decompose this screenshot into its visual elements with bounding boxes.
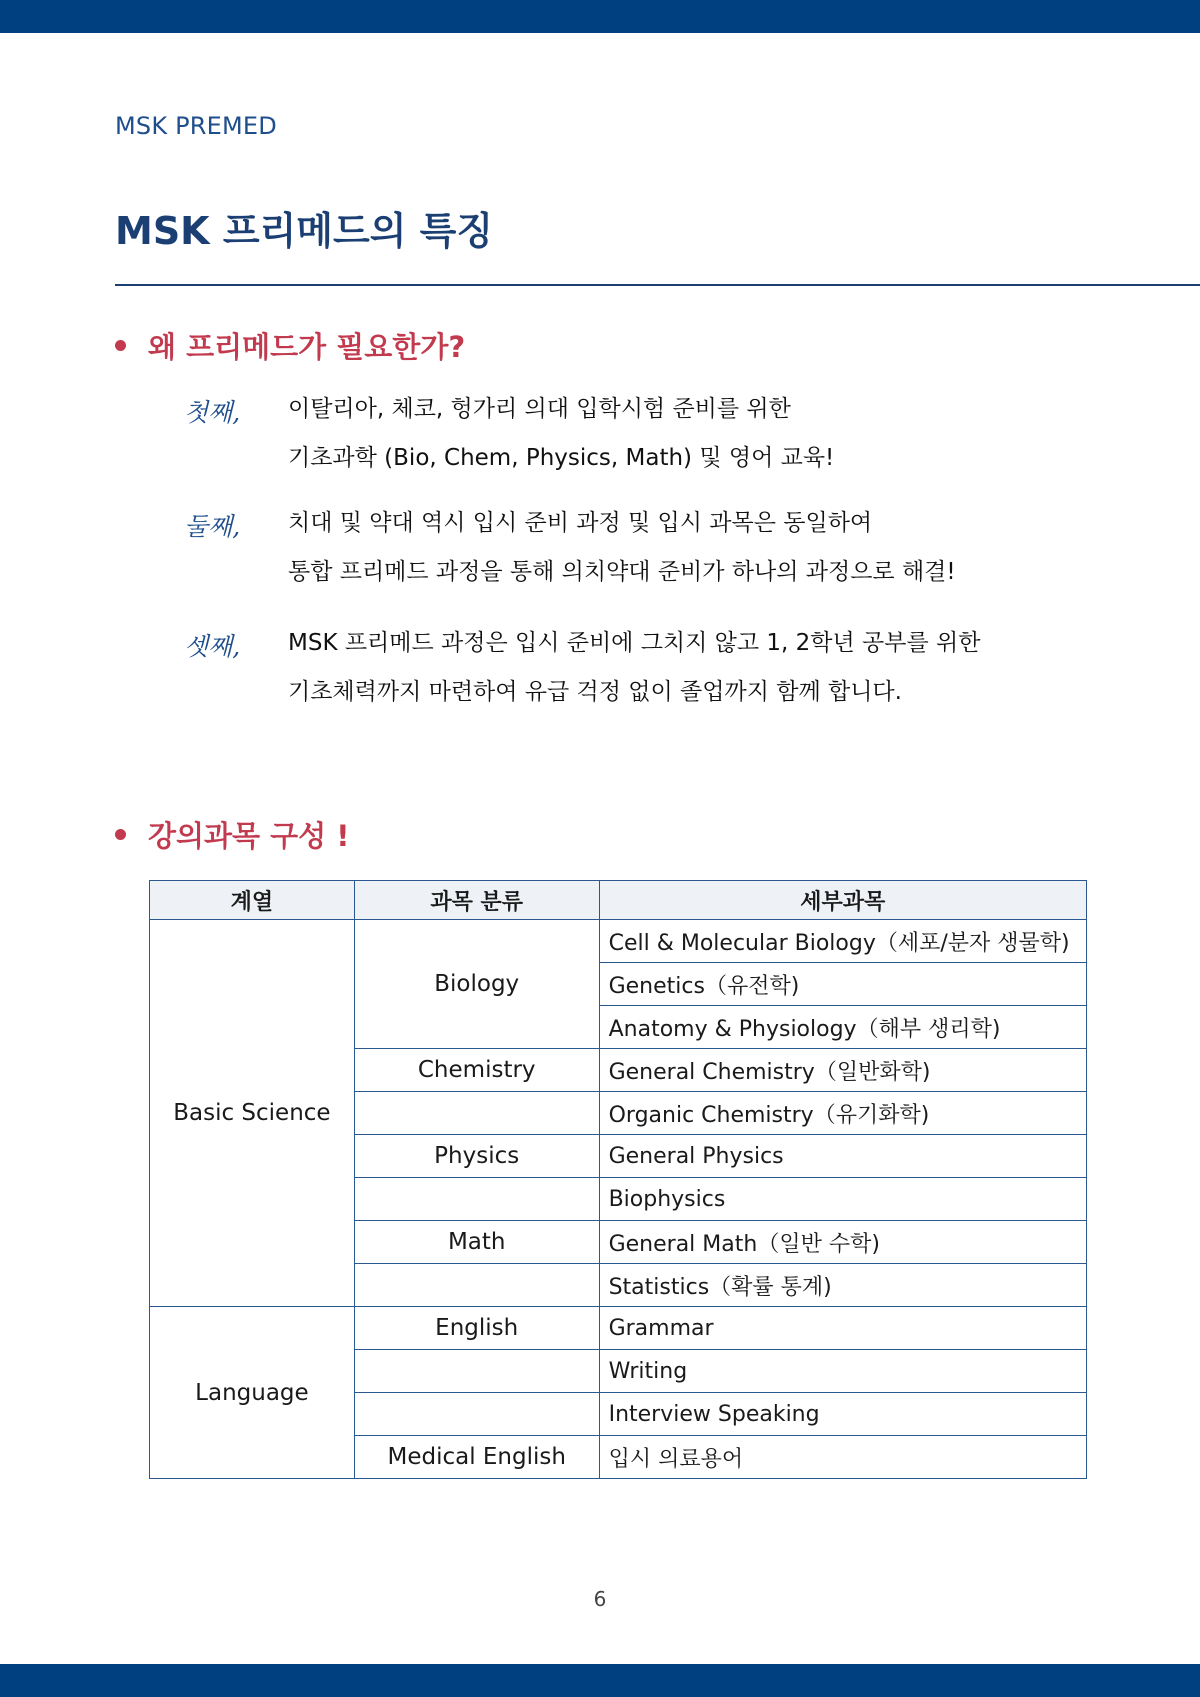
subject-cell: Biophysics bbox=[599, 1178, 1086, 1221]
subject-cell: Grammar bbox=[599, 1307, 1086, 1350]
column-header: 세부과목 bbox=[599, 881, 1086, 920]
subject-cell: Interview Speaking bbox=[599, 1393, 1086, 1436]
course-table bbox=[149, 880, 1087, 1479]
brand-label: MSK PREMED bbox=[115, 112, 277, 140]
reason-line: 기초과학 (Bio, Chem, Physics, Math) 및 영어 교육! bbox=[288, 445, 835, 471]
group-cell: Basic Science bbox=[150, 920, 355, 1307]
reason-text-second bbox=[288, 499, 956, 597]
group-cell: Language bbox=[150, 1307, 355, 1479]
category-cell bbox=[354, 1393, 599, 1436]
reason-label-third: 셋째, bbox=[184, 632, 241, 661]
reason-text-third bbox=[288, 619, 980, 717]
reason-line: 기초체력까지 마련하여 유급 걱정 없이 졸업까지 함께 합니다. bbox=[288, 679, 902, 705]
category-cell bbox=[354, 1178, 599, 1221]
subject-cell: Writing bbox=[599, 1350, 1086, 1393]
subject-cell: General Math（일반 수학) bbox=[599, 1221, 1086, 1264]
subject-cell: Statistics（확률 통계) bbox=[599, 1264, 1086, 1307]
column-header: 계열 bbox=[150, 881, 355, 920]
why-heading-text: 왜 프리메드가 필요한가? bbox=[148, 330, 466, 364]
subject-cell: Cell & Molecular Biology（세포/분자 생물학) bbox=[599, 920, 1086, 963]
course-section-heading bbox=[115, 814, 350, 855]
bullet-icon bbox=[115, 340, 126, 351]
table-row bbox=[150, 1307, 1087, 1350]
reason-line: 치대 및 약대 역시 입시 준비 과정 및 입시 과목은 동일하여 bbox=[288, 510, 873, 536]
category-cell: Math bbox=[354, 1221, 599, 1264]
subject-cell: General Physics bbox=[599, 1135, 1086, 1178]
subject-cell: General Chemistry（일반화학) bbox=[599, 1049, 1086, 1092]
reason-label-second: 둘째, bbox=[184, 512, 241, 541]
course-heading-text: 강의과목 구성 ! bbox=[148, 819, 350, 853]
reason-label-first: 첫째, bbox=[184, 398, 241, 427]
table-row bbox=[150, 920, 1087, 963]
category-cell bbox=[354, 1264, 599, 1307]
category-cell: Physics bbox=[354, 1135, 599, 1178]
subject-cell: Genetics（유전학) bbox=[599, 963, 1086, 1006]
title-divider bbox=[115, 284, 1200, 286]
why-section-heading bbox=[115, 325, 465, 366]
subject-cell: 입시 의료용어 bbox=[599, 1436, 1086, 1479]
category-cell bbox=[354, 1092, 599, 1135]
column-header: 과목 분류 bbox=[354, 881, 599, 920]
page-number: 6 bbox=[593, 1587, 607, 1611]
category-cell: Chemistry bbox=[354, 1049, 599, 1092]
category-cell bbox=[354, 1350, 599, 1393]
table-header-row bbox=[150, 881, 1087, 920]
reason-line: MSK 프리메드 과정은 입시 준비에 그치지 않고 1, 2학년 공부를 위한 bbox=[288, 630, 981, 656]
subject-cell: Organic Chemistry（유기화학) bbox=[599, 1092, 1086, 1135]
reason-line: 통합 프리메드 과정을 통해 의치약대 준비가 하나의 과정으로 해결! bbox=[288, 559, 956, 585]
category-cell: English bbox=[354, 1307, 599, 1350]
bullet-icon bbox=[115, 829, 126, 840]
category-cell: Biology bbox=[354, 920, 599, 1049]
page-title: MSK 프리메드의 특징 bbox=[115, 209, 494, 253]
reason-line: 이탈리아, 체코, 헝가리 의대 입학시험 준비를 위한 bbox=[288, 396, 791, 422]
top-color-bar bbox=[0, 0, 1200, 33]
category-cell: Medical English bbox=[354, 1436, 599, 1479]
subject-cell: Anatomy & Physiology（해부 생리학) bbox=[599, 1006, 1086, 1049]
reason-text-first bbox=[288, 385, 834, 483]
bottom-color-bar bbox=[0, 1664, 1200, 1697]
